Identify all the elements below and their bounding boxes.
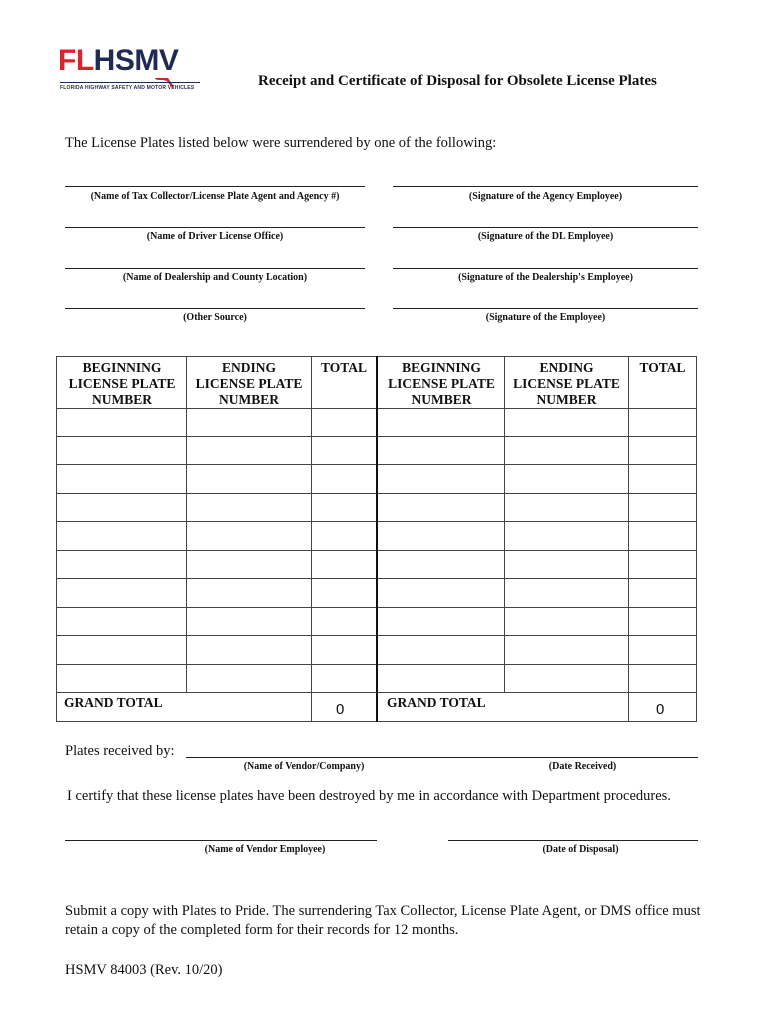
left-beginning-header: BEGINNING LICENSE PLATE NUMBER bbox=[68, 360, 176, 407]
employee-signature-label: (Signature of the Employee) bbox=[485, 312, 606, 323]
vendor-employee-label: (Name of Vendor Employee) bbox=[204, 844, 326, 855]
dealership-label: (Name of Dealership and County Location) bbox=[122, 272, 308, 283]
dl-office-line[interactable] bbox=[65, 227, 365, 228]
dl-signature-line[interactable] bbox=[393, 227, 698, 228]
right-total-header: TOTAL bbox=[639, 360, 686, 375]
vendor-line[interactable] bbox=[186, 757, 698, 758]
agency-signature-label: (Signature of the Agency Employee) bbox=[468, 191, 623, 202]
form-number: HSMV 84003 (Rev. 10/20) bbox=[65, 962, 223, 978]
right-beginning-header: BEGINNING LICENSE PLATE NUMBER bbox=[388, 360, 495, 407]
agency-signature-line[interactable] bbox=[393, 186, 698, 187]
disposal-date-line[interactable] bbox=[448, 840, 698, 841]
dealership-signature-label: (Signature of the Dealership's Employee) bbox=[458, 272, 633, 283]
right-grand-total-label: GRAND TOTAL bbox=[387, 695, 486, 710]
dealership-line[interactable] bbox=[65, 268, 365, 269]
plates-table bbox=[56, 356, 697, 722]
dl-signature-label: (Signature of the DL Employee) bbox=[477, 231, 614, 242]
logo-fl: FL bbox=[58, 44, 94, 77]
right-grand-total-value[interactable]: 0 bbox=[656, 701, 665, 718]
logo-hsmv: HSMV bbox=[93, 44, 179, 77]
flhsmv-logo bbox=[58, 46, 208, 98]
right-ending-header: ENDING LICENSE PLATE NUMBER bbox=[513, 360, 620, 407]
certify-statement: I certify that these license plates have been destroyed by me in accordance with Department procedures. bbox=[67, 788, 671, 804]
employee-signature-line[interactable] bbox=[393, 308, 698, 309]
form-title: Receipt and Certificate of Disposal for Obsolete License Plates bbox=[258, 73, 657, 89]
left-total-header: TOTAL bbox=[320, 360, 368, 375]
date-received-label: (Date Received) bbox=[548, 761, 617, 772]
dealership-signature-line[interactable] bbox=[393, 268, 698, 269]
plates-received-label: Plates received by: bbox=[65, 743, 175, 759]
vendor-label: (Name of Vendor/Company) bbox=[243, 761, 365, 772]
dl-office-label: (Name of Driver License Office) bbox=[146, 231, 284, 242]
other-source-label: (Other Source) bbox=[183, 312, 247, 323]
logo-wordmark bbox=[58, 46, 178, 76]
left-grand-total-value[interactable]: 0 bbox=[336, 701, 345, 718]
other-source-line[interactable] bbox=[65, 308, 365, 309]
vendor-employee-line[interactable] bbox=[65, 840, 377, 841]
intro-text: The License Plates listed below were surrendered by one of the following: bbox=[65, 135, 497, 151]
disposal-date-label: (Date of Disposal) bbox=[542, 844, 619, 855]
left-grand-total-label: GRAND TOTAL bbox=[64, 695, 163, 710]
agency-name-label: (Name of Tax Collector/License Plate Agent and Agency #) bbox=[90, 191, 340, 202]
logo-tagline: FLORIDA HIGHWAY SAFETY AND MOTOR VEHICLES bbox=[60, 82, 200, 91]
submit-instructions: Submit a copy with Plates to Pride. The surrendering Tax Collector, License Plate Agent, or DMS office must retain a copy of the completed form for their records for 12 months. bbox=[65, 903, 701, 938]
left-ending-header: ENDING LICENSE PLATE NUMBER bbox=[195, 360, 303, 407]
agency-name-line[interactable] bbox=[65, 186, 365, 187]
